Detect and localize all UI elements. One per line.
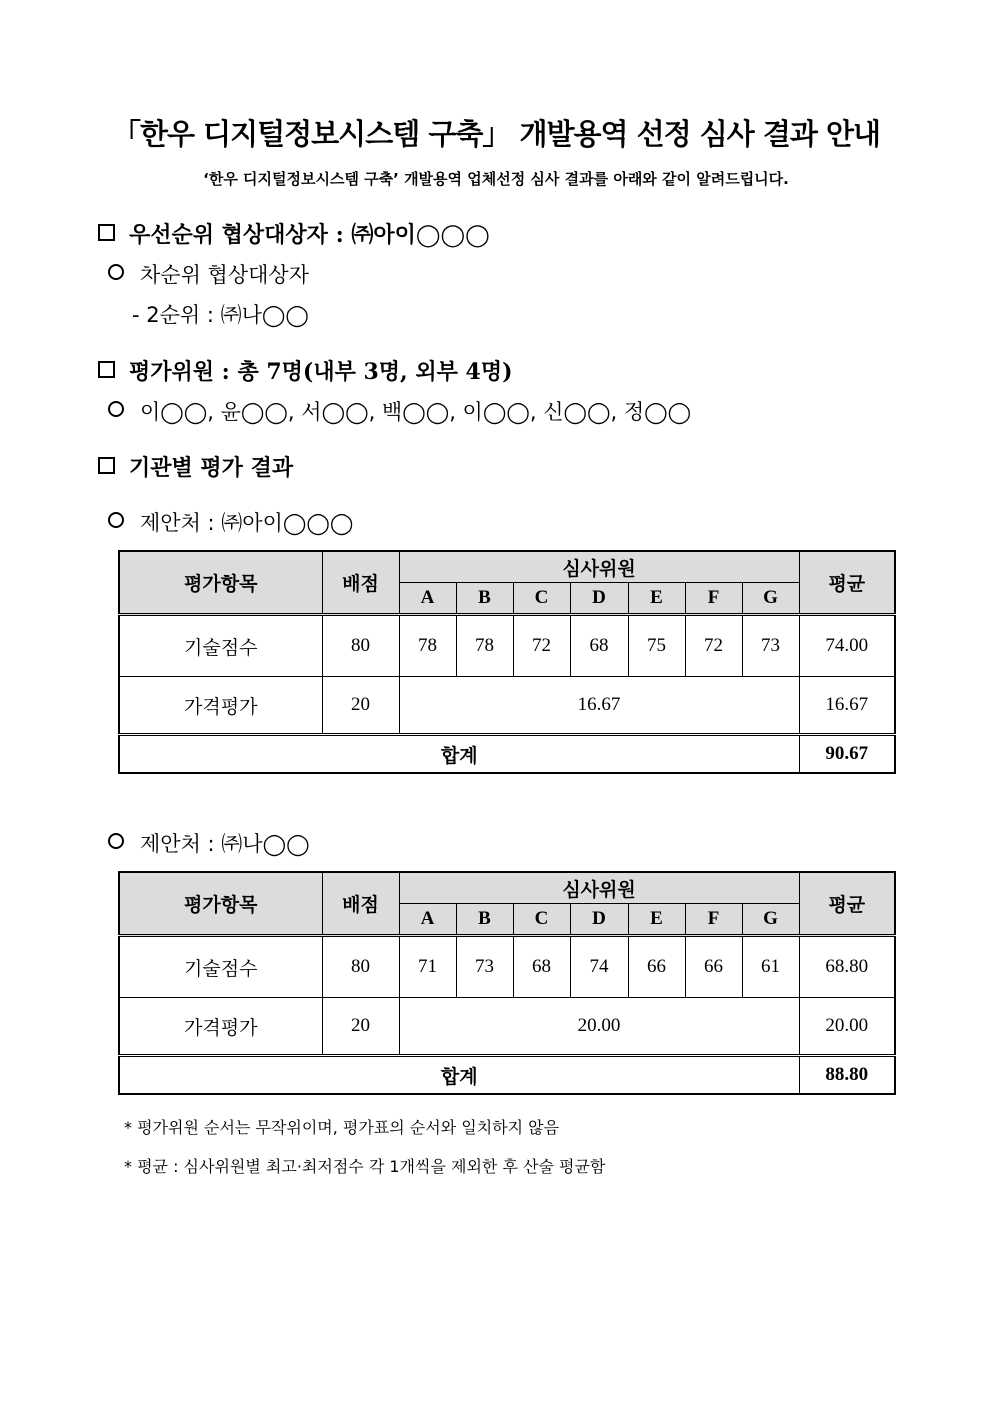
- header-judge-f: F: [685, 904, 742, 936]
- tech-score-c: 68: [513, 936, 570, 998]
- page-subtitle: ‘한우 디지털정보시스템 구축’ 개발용역 업체선정 심사 결과를 아래와 같이 알려드립니다.: [203, 170, 789, 188]
- header-judge-b: B: [456, 583, 513, 615]
- total-value: 88.80: [799, 1056, 895, 1095]
- price-points: 20: [322, 998, 399, 1056]
- price-label: 가격평가: [119, 998, 322, 1056]
- header-points: 배점: [322, 872, 399, 936]
- footnote-average-method: * 평균 : 심사위원별 최고·최저점수 각 1개씩을 제외한 후 산술 평균함: [124, 1157, 606, 1176]
- proposal-label-row: [108, 507, 353, 537]
- tech-average: 68.80: [799, 936, 895, 998]
- section-priority-heading: [98, 218, 490, 249]
- price-label: 가격평가: [119, 677, 322, 735]
- price-points: 20: [322, 677, 399, 735]
- circle-bullet-icon: [108, 401, 124, 417]
- evaluation-table: [118, 550, 896, 774]
- price-score: 16.67: [399, 677, 799, 735]
- square-bullet-icon: [98, 361, 115, 378]
- section-results-text: 기관별 평가 결과: [129, 455, 294, 481]
- tech-score-b: 73: [456, 936, 513, 998]
- header-judge-f: F: [685, 583, 742, 615]
- tech-score-d: 74: [570, 936, 628, 998]
- header-judge-b: B: [456, 904, 513, 936]
- section-results-heading: [98, 451, 293, 482]
- tech-label: 기술점수: [119, 936, 322, 998]
- header-judge-e: E: [628, 583, 685, 615]
- header-judges: 심사위원: [399, 551, 799, 583]
- header-judge-c: C: [513, 583, 570, 615]
- table-row: [119, 677, 895, 735]
- tech-score-a: 78: [399, 615, 456, 677]
- tech-score-f: 72: [685, 615, 742, 677]
- page-title: 「한우 디지털정보시스템 구축」 개발용역 선정 심사 결과 안내: [111, 117, 880, 151]
- circle-bullet-icon: [108, 833, 124, 849]
- proposal-label: 제안처 : ㈜나◯◯: [140, 832, 310, 856]
- total-label: 합계: [119, 1056, 799, 1095]
- evaluation-table: [118, 871, 896, 1095]
- table-row: [119, 615, 895, 677]
- tech-score-e: 75: [628, 615, 685, 677]
- tech-label: 기술점수: [119, 615, 322, 677]
- tech-score-a: 71: [399, 936, 456, 998]
- header-item: 평가항목: [119, 551, 322, 615]
- header-judge-c: C: [513, 904, 570, 936]
- header-points: 배점: [322, 551, 399, 615]
- footnote-judge-order: * 평가위원 순서는 무작위이며, 평가표의 순서와 일치하지 않음: [124, 1118, 560, 1137]
- square-bullet-icon: [98, 224, 115, 241]
- next-priority-row: [108, 259, 309, 289]
- tech-score-c: 72: [513, 615, 570, 677]
- header-judge-e: E: [628, 904, 685, 936]
- header-judge-d: D: [570, 583, 628, 615]
- header-judge-d: D: [570, 904, 628, 936]
- table-row: [119, 998, 895, 1056]
- circle-bullet-icon: [108, 512, 124, 528]
- section-judges-heading: [98, 355, 513, 386]
- second-priority-item: - 2순위 : ㈜나◯◯: [132, 303, 309, 327]
- tech-score-e: 66: [628, 936, 685, 998]
- table-row: [119, 1056, 895, 1095]
- header-judge-a: A: [399, 904, 456, 936]
- table-row: [119, 735, 895, 774]
- total-value: 90.67: [799, 735, 895, 774]
- tech-points: 80: [322, 936, 399, 998]
- proposal-label-row: [108, 828, 310, 858]
- tech-average: 74.00: [799, 615, 895, 677]
- tech-score-g: 61: [742, 936, 799, 998]
- tech-score-d: 68: [570, 615, 628, 677]
- next-priority-label: 차순위 협상대상자: [140, 263, 309, 287]
- square-bullet-icon: [98, 457, 115, 474]
- table-row: [119, 936, 895, 998]
- price-average: 16.67: [799, 677, 895, 735]
- tech-score-g: 73: [742, 615, 799, 677]
- section-judges-text: 평가위원 : 총 7명(내부 3명, 외부 4명): [129, 359, 513, 385]
- judges-list: 이◯◯, 윤◯◯, 서◯◯, 백◯◯, 이◯◯, 신◯◯, 정◯◯: [140, 400, 692, 424]
- total-label: 합계: [119, 735, 799, 774]
- header-judge-g: G: [742, 583, 799, 615]
- header-judge-g: G: [742, 904, 799, 936]
- tech-score-f: 66: [685, 936, 742, 998]
- header-judges: 심사위원: [399, 872, 799, 904]
- header-average: 평균: [799, 551, 895, 615]
- section-priority-text: 우선순위 협상대상자 : ㈜아이◯◯◯: [129, 222, 490, 248]
- tech-points: 80: [322, 615, 399, 677]
- proposal-label: 제안처 : ㈜아이◯◯◯: [140, 511, 354, 535]
- judges-list-row: [108, 396, 691, 426]
- price-average: 20.00: [799, 998, 895, 1056]
- header-average: 평균: [799, 872, 895, 936]
- tech-score-b: 78: [456, 615, 513, 677]
- header-judge-a: A: [399, 583, 456, 615]
- header-item: 평가항목: [119, 872, 322, 936]
- price-score: 20.00: [399, 998, 799, 1056]
- circle-bullet-icon: [108, 264, 124, 280]
